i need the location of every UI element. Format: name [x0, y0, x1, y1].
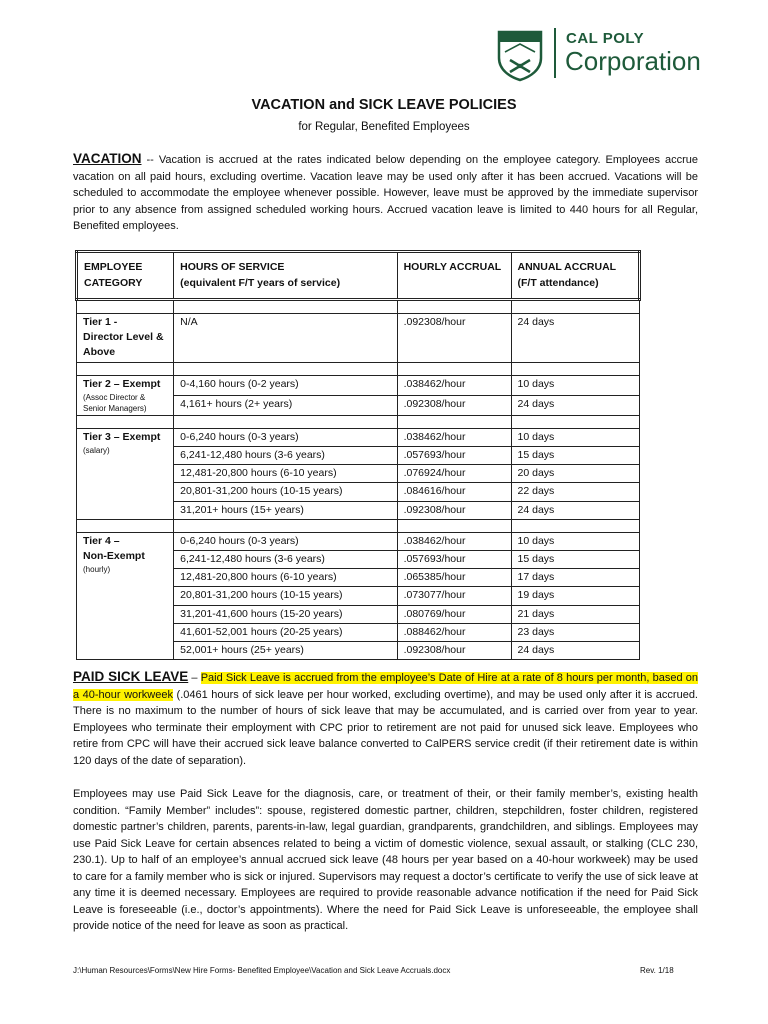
hours-of-service-cell: 41,601-52,001 hours (20-25 years) [174, 623, 397, 641]
tier-category-cell [77, 375, 174, 415]
vacation-paragraph [73, 151, 698, 235]
annual-accrual-cell: 10 days [511, 428, 639, 446]
tier-category-label: Director Level & [83, 331, 164, 344]
table-spacer-row [77, 519, 640, 532]
table-header-cell [77, 252, 174, 300]
annual-accrual-cell: 24 days [511, 395, 639, 415]
hours-of-service-cell: 12,481-20,800 hours (6-10 years) [174, 569, 397, 587]
table-spacer-cell [397, 519, 511, 532]
hourly-accrual-cell: .092308/hour [397, 314, 511, 363]
hours-of-service-cell: 6,241-12,480 hours (3-6 years) [174, 447, 397, 465]
annual-accrual-cell: 24 days [511, 642, 639, 660]
annual-accrual-cell: 15 days [511, 551, 639, 569]
table-spacer-cell [174, 300, 397, 314]
hours-of-service-cell: 0-6,240 hours (0-3 years) [174, 532, 397, 550]
hours-of-service-cell: 6,241-12,480 hours (3-6 years) [174, 551, 397, 569]
table-row [77, 314, 640, 363]
tier-note: (Assoc Director & Senior Managers) [83, 392, 147, 413]
table-header-line: CATEGORY [84, 276, 143, 289]
table-spacer-cell [397, 415, 511, 428]
vacation-heading: VACATION [73, 151, 142, 166]
annual-accrual-cell: 17 days [511, 569, 639, 587]
annual-accrual-cell: 21 days [511, 605, 639, 623]
table-spacer-cell [511, 300, 639, 314]
hourly-accrual-cell: .088462/hour [397, 623, 511, 641]
table-header-line: (equivalent F/T years of service) [180, 276, 341, 289]
vacation-accrual-table [75, 250, 641, 660]
sick-leave-usage-paragraph: Employees may use Paid Sick Leave for the diagnosis, care, or treatment of their, or their family member’s, existing health condition. “Family Member” includes”: spouse, registered domestic partner, children, stepchildren, foster children, registered domestic partner’s children, parents, parents-in-law, legal guardian, grandparents, grandchildren, and siblings. Employees may use Paid Sick Leave for certain absences related to being a victim of domestic violence, sexual assault, or stalking (CLC 230, 230.1). Up to half of an employee’s annual accrued sick leave (48 hours per year based on a 40-hour workweek) may be used to care for a family member who is sick or injured. Supervisors may request a doctor’s certificate to verify the use of sick leave at any time it is deemed necessary. Employees are required to provide reasonable advance notification if the need for Paid Sick Leave is foreseeable (i.e., doctor’s appointments). Where the need for Paid Sick Leave is unforeseeable, the employee shall provide notice of the need for leave as soon as practical. [73, 788, 698, 932]
hours-of-service-cell: 20,801-31,200 hours (10-15 years) [174, 483, 397, 501]
annual-accrual-cell: 10 days [511, 532, 639, 550]
annual-accrual-cell: 20 days [511, 465, 639, 483]
hourly-accrual-cell: .065385/hour [397, 569, 511, 587]
hourly-accrual-cell: .092308/hour [397, 395, 511, 415]
hours-of-service-cell: 0-4,160 hours (0-2 years) [174, 375, 397, 395]
logo-org-text: CAL POLY [566, 30, 645, 47]
annual-accrual-cell: 10 days [511, 375, 639, 395]
annual-accrual-cell: 23 days [511, 623, 639, 641]
table-header-cell [397, 252, 511, 300]
hourly-accrual-cell: .038462/hour [397, 532, 511, 550]
table-row [77, 375, 640, 395]
table-spacer-row [77, 362, 640, 375]
tier-category-label: Tier 4 – [83, 534, 120, 547]
hours-of-service-cell: N/A [174, 314, 397, 363]
table-spacer-cell [511, 519, 639, 532]
table-spacer-row [77, 300, 640, 314]
sick-leave-heading: PAID SICK LEAVE [73, 669, 189, 684]
table-header-cell [511, 252, 639, 300]
tier-category-label: Tier 1 - [83, 316, 118, 328]
table-header-line: EMPLOYEE [84, 261, 143, 273]
hours-of-service-cell: 31,201+ hours (15+ years) [174, 501, 397, 519]
tier-category-label: Tier 2 – Exempt [83, 377, 161, 390]
cal-poly-shield-icon [497, 30, 543, 82]
table-spacer-cell [174, 519, 397, 532]
table-spacer-row [77, 415, 640, 428]
hours-of-service-cell: 0-6,240 hours (0-3 years) [174, 428, 397, 446]
sick-leave-highlight: Paid Sick Leave is accrued from the employee’s Date of Hire at a rate of 8 hours per month, based on a 40-hour workweek [73, 672, 698, 701]
hourly-accrual-cell: .073077/hour [397, 587, 511, 605]
hourly-accrual-cell: .092308/hour [397, 501, 511, 519]
table-header-line: (F/T attendance) [517, 276, 599, 289]
sick-leave-dash: – [188, 672, 201, 684]
logo-name-text: Corporation [565, 46, 701, 76]
hourly-accrual-cell: .092308/hour [397, 642, 511, 660]
logo-divider [554, 28, 556, 78]
table-row [77, 428, 640, 446]
tier-category-cell [77, 314, 174, 363]
annual-accrual-cell: 24 days [511, 501, 639, 519]
table-header-cell [174, 252, 397, 300]
page-title: VACATION and SICK LEAVE POLICIES [251, 97, 517, 113]
annual-accrual-cell: 22 days [511, 483, 639, 501]
table-header-line: HOURLY ACCRUAL [403, 261, 502, 273]
footer-revision: Rev. 1/18 [640, 966, 674, 975]
annual-accrual-cell: 24 days [511, 314, 639, 363]
hours-of-service-cell: 12,481-20,800 hours (6-10 years) [174, 465, 397, 483]
hours-of-service-cell: 31,201-41,600 hours (15-20 years) [174, 605, 397, 623]
hours-of-service-cell: 20,801-31,200 hours (10-15 years) [174, 587, 397, 605]
annual-accrual-cell: 19 days [511, 587, 639, 605]
table-spacer-cell [397, 362, 511, 375]
table-row [77, 532, 640, 550]
tier-category-label: Tier 3 – Exempt [83, 430, 161, 443]
hourly-accrual-cell: .084616/hour [397, 483, 511, 501]
table-spacer-cell [77, 362, 174, 375]
tier-category-label: Above [83, 346, 116, 359]
hourly-accrual-cell: .057693/hour [397, 447, 511, 465]
hourly-accrual-cell: .080769/hour [397, 605, 511, 623]
table-header-line: HOURS OF SERVICE [180, 261, 285, 273]
sick-leave-body: (.0461 hours of sick leave per hour worked, excluding overtime), and may be used only after it is accrued. There is no maximum to the number of hours of sick leave that may be accumulated, and is carried over from year to year. Employees who terminate their employment with CPC prior to retirement are not paid for unused sick leave. Employees who retire from CPC will have their accrued sick leave balance converted to CalPERS service credit (if their retirement date is within 120 days of the date of separation). [73, 688, 698, 767]
sick-leave-paragraph [73, 669, 698, 769]
vacation-body: -- Vacation is accrued at the rates indicated below depending on the employee category. Employees accrue vacation on all paid hours, excluding overtime. Vacation leave may be used only after it has been accrued. Vacations will be scheduled to accommodate the employee whenever possible. However, leave must be approved by the immediate supervisor prior to any absence from assigned scheduled working hours. Accrued vacation leave is limited to 440 hours for all Regular, Benefited employees. [73, 154, 698, 232]
hourly-accrual-cell: .076924/hour [397, 465, 511, 483]
table-spacer-cell [77, 300, 174, 314]
table-header-line: ANNUAL ACCRUAL [517, 261, 617, 273]
page-subtitle: for Regular, Benefited Employees [298, 121, 470, 133]
hourly-accrual-cell: .057693/hour [397, 551, 511, 569]
tier-category-cell [77, 532, 174, 659]
table-spacer-cell [77, 415, 174, 428]
footer-file-path: J:\Human Resources\Forms\New Hire Forms- Benefited Employee\Vacation and Sick Leave Accruals.docx [73, 966, 451, 975]
annual-accrual-cell: 15 days [511, 447, 639, 465]
table-spacer-cell [77, 519, 174, 532]
table-spacer-cell [511, 415, 639, 428]
table-spacer-cell [397, 300, 511, 314]
tier-category-label: Non-Exempt [83, 550, 145, 563]
hours-of-service-cell: 4,161+ hours (2+ years) [174, 395, 397, 415]
hourly-accrual-cell: .038462/hour [397, 428, 511, 446]
table-spacer-cell [174, 362, 397, 375]
table-spacer-cell [511, 362, 639, 375]
tier-note: (salary) [83, 446, 110, 456]
table-header-row [77, 252, 640, 300]
hourly-accrual-cell: .038462/hour [397, 375, 511, 395]
tier-note: (hourly) [83, 565, 111, 575]
hours-of-service-cell: 52,001+ hours (25+ years) [174, 642, 397, 660]
table-spacer-cell [174, 415, 397, 428]
tier-category-cell [77, 428, 174, 519]
